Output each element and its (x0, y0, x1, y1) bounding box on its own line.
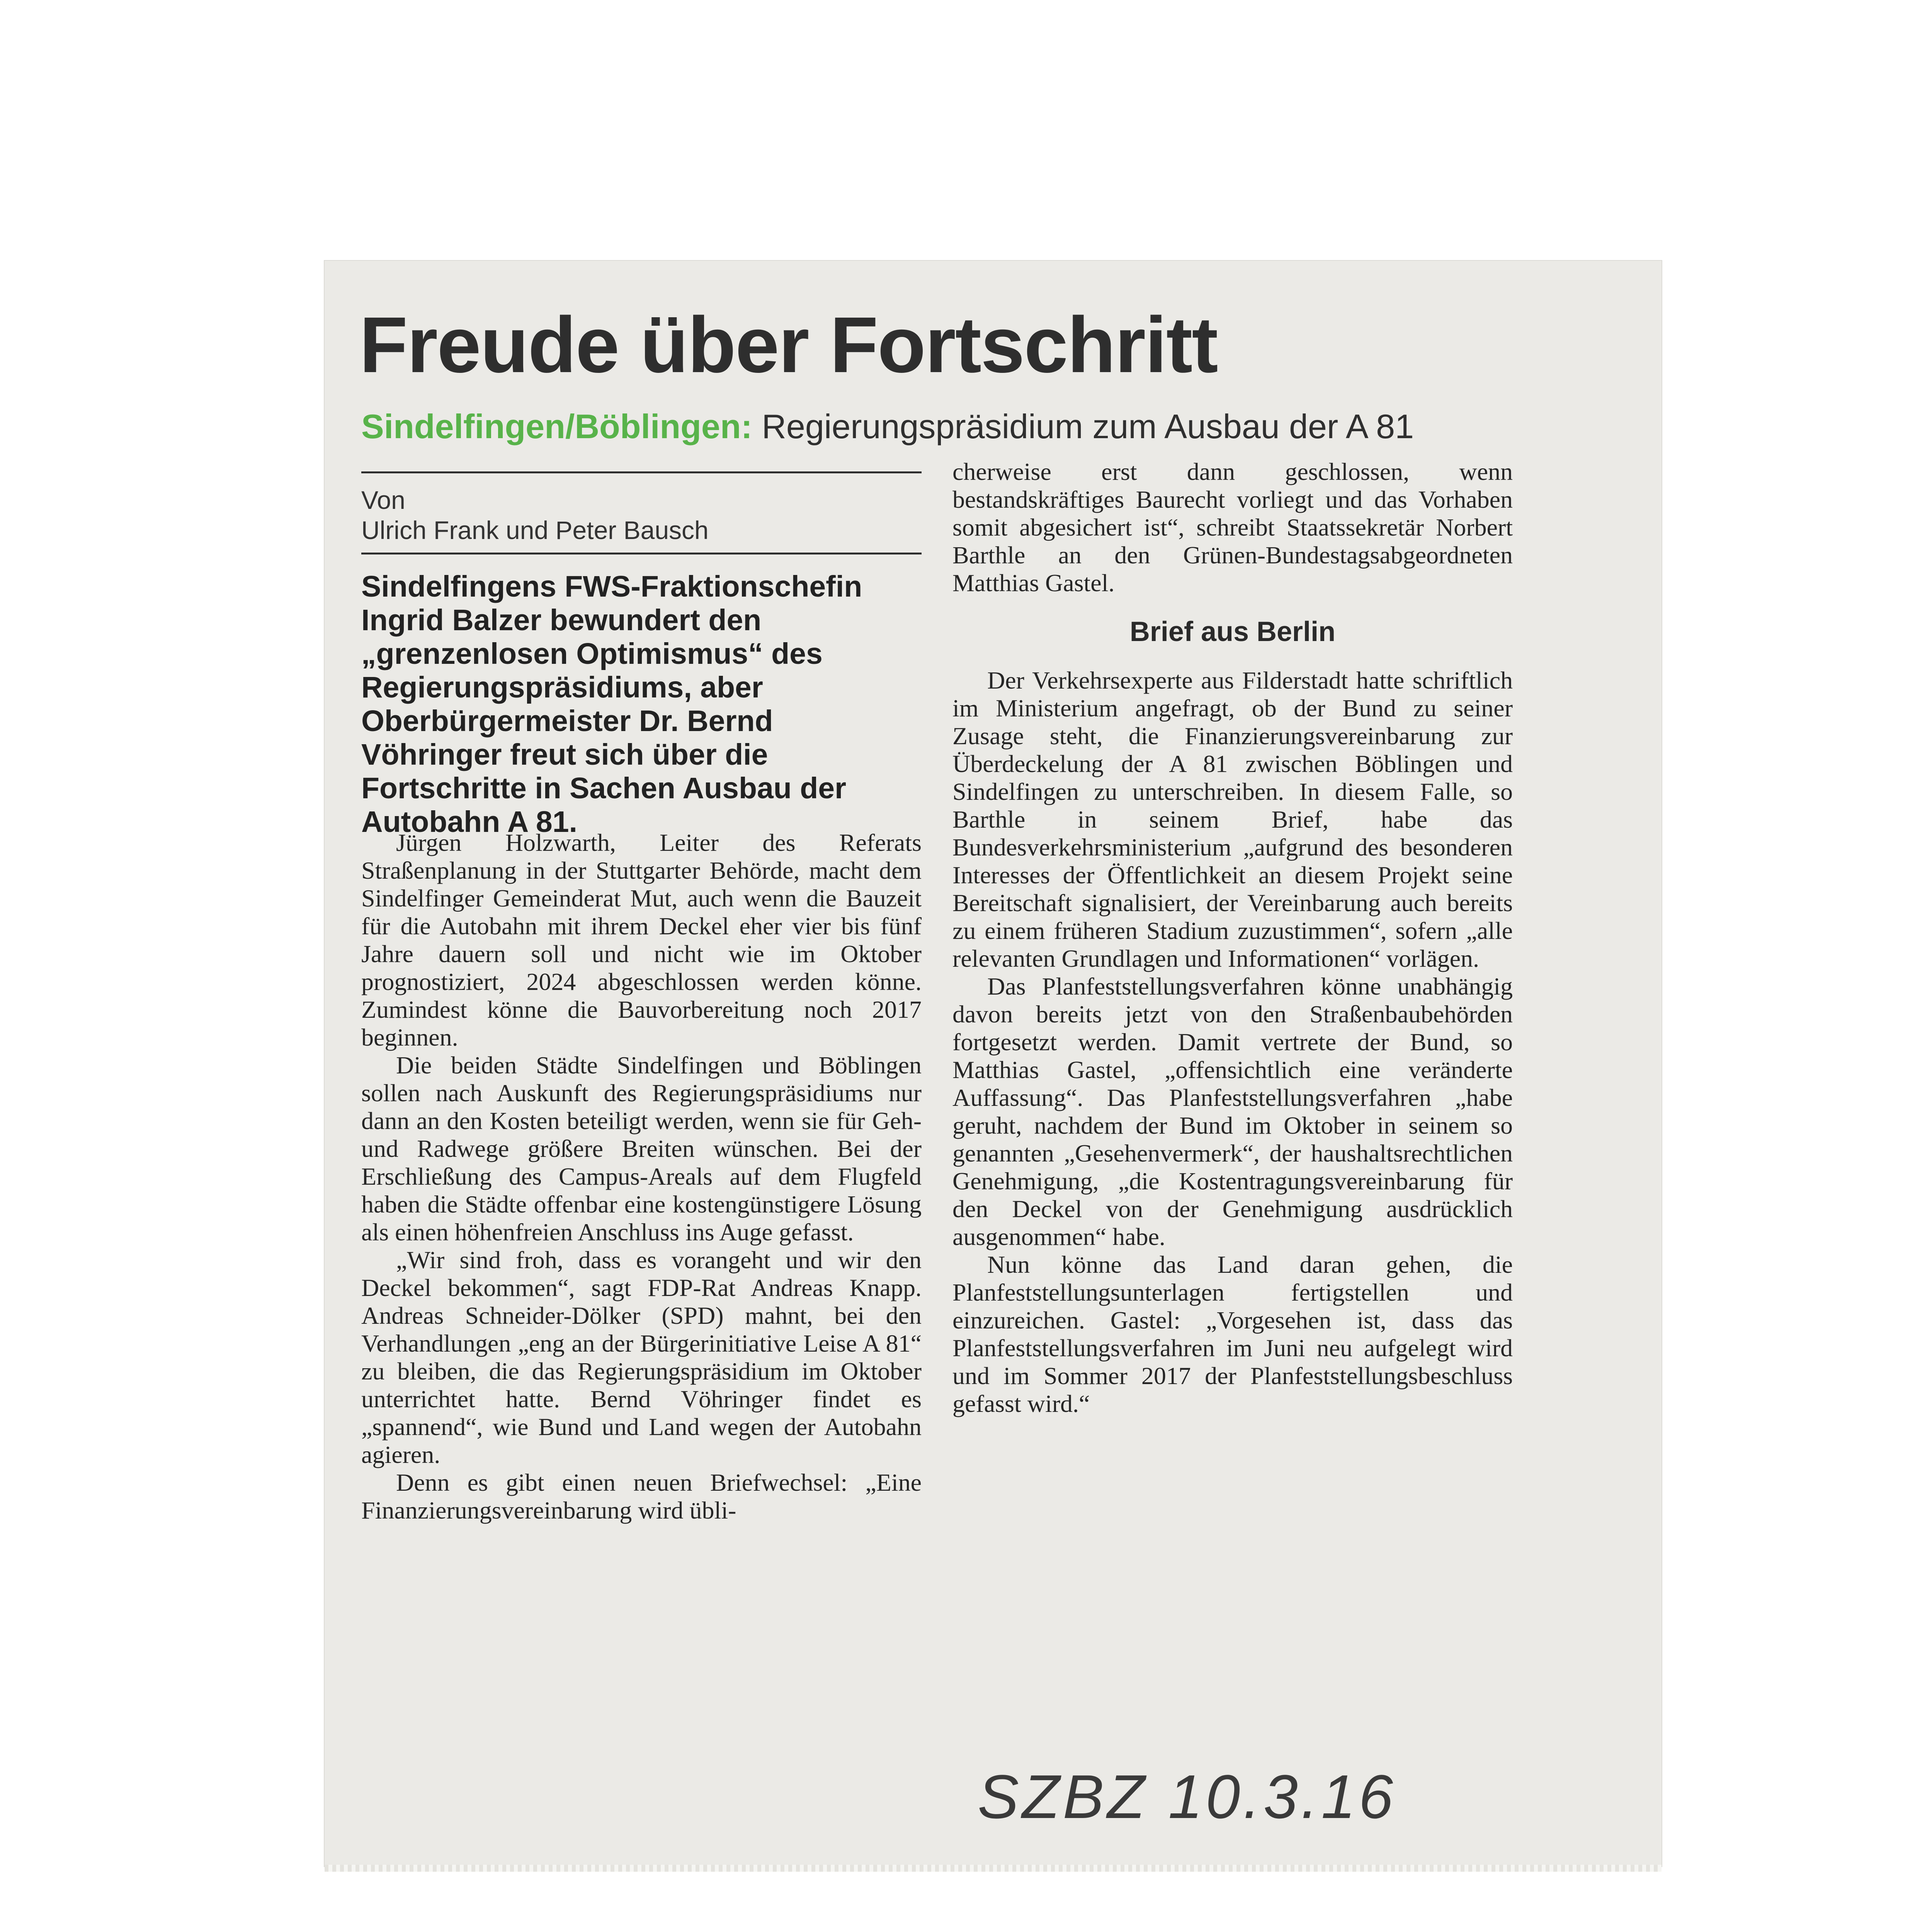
right-column (952, 458, 1513, 1418)
left-paragraph: Denn es gibt einen neuen Briefwechsel: „Eine Finanzierungsvereinbarung wird übli- (361, 1469, 922, 1524)
article-headline: Freude über Fortschritt (359, 301, 1218, 389)
right-paragraph: Das Planfeststellungsverfahren könne unabhängig davon bereits jetzt von den Straßenbaubehörden fortgesetzt werden. Damit vertrete der Bund, so Matthias Gastel, „offensichtlich eine veränderte Auffassung“. Das Planfeststellungsverfahren „habe geruht, nachdem der Bund im Oktober in seinem so genannten „Gesehenvermerk“, der haushaltsrechtlichen Genehmigung, „die Kostentragungsvereinbarung für den Deckel von der Genehmigung ausdrücklich ausgenommen“ habe. (952, 973, 1513, 1250)
byline-authors: Ulrich Frank und Peter Bausch (361, 516, 709, 544)
left-paragraph: „Wir sind froh, dass es vorangeht und wir den Deckel bekommen“, sagt FDP-Rat Andreas Knapp. Andreas Schneider-Dölker (SPD) mahnt, bei den Verhandlungen „eng an der Bürgerinitiative Leise A 81“ zu bleiben, die das Regierungspräsidium im Oktober unterrichtet hatte. Bernd Vöhringer findet es „spannend“, wie Bund und Land wegen der Autobahn agieren. (361, 1246, 922, 1468)
left-paragraph: Jürgen Holzwarth, Leiter des Referats Straßenplanung in der Stuttgarter Behörde, macht dem Sindelfinger Gemeinderat Mut, auch wenn die Bauzeit für die Autobahn mit ihrem Deckel eher vier bis fünf Jahre dauern soll und nicht wie im Oktober prognostiziert, 2024 abgeschlossen werden könne. Zumindest könne die Bauvorbereitung noch 2017 beginnen. (361, 829, 922, 1051)
right-paragraph: Nun könne das Land daran gehen, die Planfeststellungsunterlagen fertigstellen und einzureichen. Gastel: „Vorgesehen ist, dass das Planfeststellungsverfahren im Juni neu aufgelegt wird und im Sommer 2017 der Planfeststellungsbeschluss gefasst wird.“ (952, 1251, 1513, 1417)
byline-top-rule (361, 471, 922, 473)
subline-text: Regierungspräsidium zum Ausbau der A 81 (752, 407, 1414, 446)
article-subline (361, 407, 1636, 446)
byline-von: Von (361, 486, 405, 514)
left-paragraph: Die beiden Städte Sindelfingen und Böblingen sollen nach Auskunft des Regierungspräsidiums nur dann an den Kosten beteiligt werden, wenn sie für Geh- und Radwege größere Breiten wünschen. Bei der Erschließung des Campus-Areals auf dem Flugfeld haben die Städte offenbar eine kostengünstigere Lösung als einen höhenfreien Anschluss ins Auge gefasst. (361, 1051, 922, 1246)
subline-place: Sindelfingen/Böblingen: (361, 407, 752, 446)
byline-bottom-rule (361, 553, 922, 554)
right-paragraph: Der Verkehrsexperte aus Filderstadt hatte schriftlich im Ministerium angefragt, ob der Bund zu seiner Zusage steht, die Finanzierungsvereinbarung zur Überdeckelung der A 81 zwischen Böblingen und Sindelfingen zu unterschreiben. In diesem Falle, so Barthle in seinem Brief, habe das Bundesverkehrsministerium „aufgrund des besonderen Interesses der Öffentlichkeit an diesem Projekt seine Bereitschaft signalisiert, der Vereinbarung auch bereits zu einem früheren Stadium zuzustimmen“, sofern „alle relevanten Grundlagen und Informationen“ vorlägen. (952, 667, 1513, 972)
right-intro: cherweise erst dann geschlossen, wenn bestandskräftiges Baurecht vorliegt und das Vorhaben somit abgesichert ist“, schreibt Staatssekretär Norbert Barthle an den Grünen-Bundestagsabgeordneten Matthias Gastel. (952, 458, 1513, 597)
section-heading: Brief aus Berlin (1129, 616, 1336, 647)
handwritten-source-date: SZBZ 10.3.16 (978, 1762, 1396, 1831)
left-column (361, 829, 922, 1524)
newspaper-clipping (325, 261, 1662, 1866)
byline (361, 485, 922, 545)
article-lead: Sindelfingens FWS-Fraktionschefin Ingrid Balzer bewundert den „grenzenlosen Optimismus“ des Regierungspräsidiums, aber Oberbürgermeister Dr. Bernd Vöhringer freut sich über die Fortschritte in Sachen Ausbau der Autobahn A 81. (361, 570, 862, 838)
